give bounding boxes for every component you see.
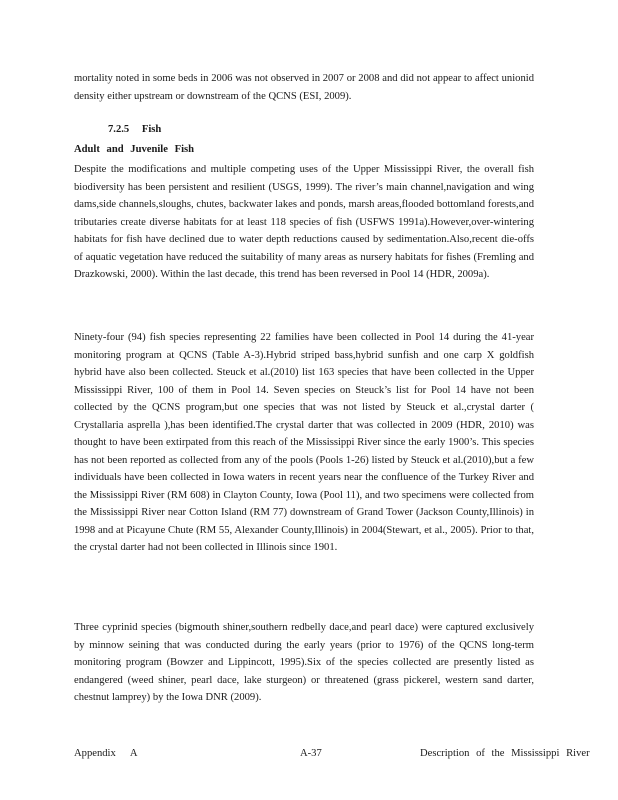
section-number: 7.2.5: [108, 124, 130, 135]
footer-page-number: A-37: [300, 748, 322, 759]
paragraph-3: Three cyprinid species (bigmouth shiner,southern redbelly dace,and pearl dace) were captured exclusively by minnow seining that was conducted during the early years (prior to 1976) of the QCNS long-term monitoring program (Bowzer and Lippincott, 1995).Six of the species collected are presently listed as endangered (weed shiner, pearl dace, lake sturgeon) or threatened (grass pickerel, western sand darter, chestnut lamprey) by the Iowa DNR (2009).: [74, 622, 534, 703]
subsection-heading: Adult and Juvenile Fish: [74, 144, 195, 155]
section-title: Fish: [141, 124, 162, 135]
paragraph-2: Ninety-four (94) fish species representing 22 families have been collected in Pool 14 during the 41-year monitoring program at QCNS (Table A-3).Hybrid striped bass,hybrid sunfish and one carp X goldfish hybrid have also been collected. Steuck et al.(2010) list 163 species that have been collected in the Upper Mississippi River, 100 of them in Pool 14. Seven species on Steuck’s list for Pool 14 have not been collected by the QCNS program,but one species that was not listed by Steuck et al.,crystal darter ( Crystallaria asprella ),has been identified.The crystal darter that was collected in 2009 (HDR, 2010) was thought to have been extirpated from this reach of the Mississippi River since the early 1900’s. This species has not been reported as collected from any of the pools (Pools 1-26) listed by Steuck et al.(2010),but a few individuals have been collected in Iowa waters in recent years near the confluence of the Turkey River and the Mississippi River (RM 608) in Clayton County, Iowa (Pool 11), and two specimens were collected from the Mississippi River near Cotton Island (RM 77) downstream of Grand Tower (Jackson County,Illinois) in 1998 and at Picayune Chute (RM 55, Alexander County,Illinois) in 2004(Stewart, et al., 2005). Prior to that, the crystal darter had not been collected in Illinois since 1901.: [74, 332, 534, 553]
carryover-paragraph: mortality noted in some beds in 2006 was not observed in 2007 or 2008 and did not appear to affect unionid density either upstream or downstream of the QCNS (ESI, 2009).: [74, 73, 534, 102]
section-heading: [108, 124, 161, 135]
paragraph-1: Despite the modifications and multiple competing uses of the Upper Mississippi River, the overall fish biodiversity has been persistent and resilient (USGS, 1999). The river’s main channel,navigation and wing dams,side channels,sloughs, chutes, backwater lakes and ponds, marsh areas,flooded bottomland forests,and tributaries create diverse habitats for at least 118 species of fish (USFWS 1991a).However,over-wintering habitats for fish have declined due to water depth reductions caused by sedimentation.Also,recent die-offs of aquatic vegetation have reduced the suitability of many areas as nursery habitats for fishes (Fremling and Drazkowski, 2000). Within the last decade, this trend has been reversed in Pool 14 (HDR, 2009a).: [74, 164, 534, 280]
footer-appendix: Appendix A: [74, 748, 138, 759]
footer-section-title: Description of the Mississippi River: [420, 748, 590, 759]
